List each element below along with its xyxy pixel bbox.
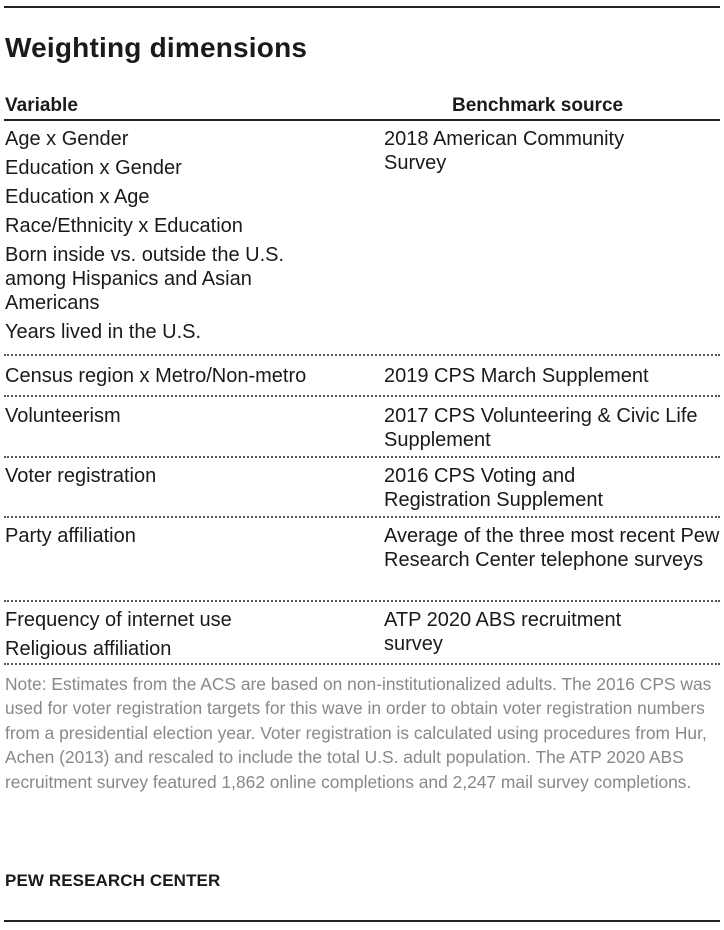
header-rule	[4, 119, 720, 121]
row-divider	[4, 516, 720, 518]
source-cell: Average of the three most recent Pew Research Center telephone surveys	[384, 525, 720, 571]
variable-cell	[5, 364, 365, 388]
source-cell: 2017 CPS Volunteering & Civic Life Supplement	[384, 405, 698, 451]
row-divider	[4, 600, 720, 602]
variable-item: Born inside vs. outside the U.S. among Hispanics and Asian Americans	[5, 244, 285, 314]
source-cell: 2019 CPS March Supplement	[384, 365, 649, 387]
page-title: Weighting dimensions	[5, 32, 308, 63]
row-divider	[4, 456, 720, 458]
column-header-source: Benchmark source	[452, 95, 624, 116]
variable-cell	[5, 464, 365, 488]
variable-cell	[5, 524, 365, 548]
variable-item: Race/Ethnicity x Education	[5, 215, 243, 237]
variable-item: Volunteerism	[5, 405, 121, 427]
variable-item: Religious affiliation	[5, 638, 172, 660]
variable-item: Education x Age	[5, 186, 150, 208]
footnote: Note: Estimates from the ACS are based on non-institutionalized adults. The 2016 CPS was used for voter registration targets for this wave in order to obtain voter registration numbers from a presidential election year. Voter registration is calculated using procedures from Hur, Achen (2013) and rescaled to include the total U.S. adult population. The ATP 2020 ABS recruitment survey featured 1,862 online completions and 2,247 mail survey completions.	[5, 674, 712, 792]
source-cell: 2018 American Community Survey	[384, 128, 625, 174]
row-divider	[4, 663, 720, 665]
variable-cell	[5, 608, 365, 661]
variable-item: Education x Gender	[5, 157, 182, 179]
variable-cell	[5, 127, 365, 344]
variable-item: Voter registration	[5, 465, 157, 487]
source-credit: PEW RESEARCH CENTER	[5, 871, 221, 890]
variable-item: Census region x Metro/Non-metro	[5, 365, 307, 387]
bottom-rule	[4, 920, 720, 922]
row-divider	[4, 395, 720, 397]
source-cell: 2016 CPS Voting and Registration Supplement	[384, 465, 604, 511]
column-header-variable: Variable	[5, 95, 78, 116]
top-rule	[4, 6, 720, 8]
variable-item: Frequency of internet use	[5, 609, 232, 631]
variable-item: Party affiliation	[5, 525, 136, 547]
variable-item: Years lived in the U.S.	[5, 321, 202, 343]
variable-item: Age x Gender	[5, 128, 129, 150]
variable-cell	[5, 404, 365, 428]
source-cell: ATP 2020 ABS recruitment survey	[384, 609, 622, 655]
row-divider	[4, 354, 720, 356]
